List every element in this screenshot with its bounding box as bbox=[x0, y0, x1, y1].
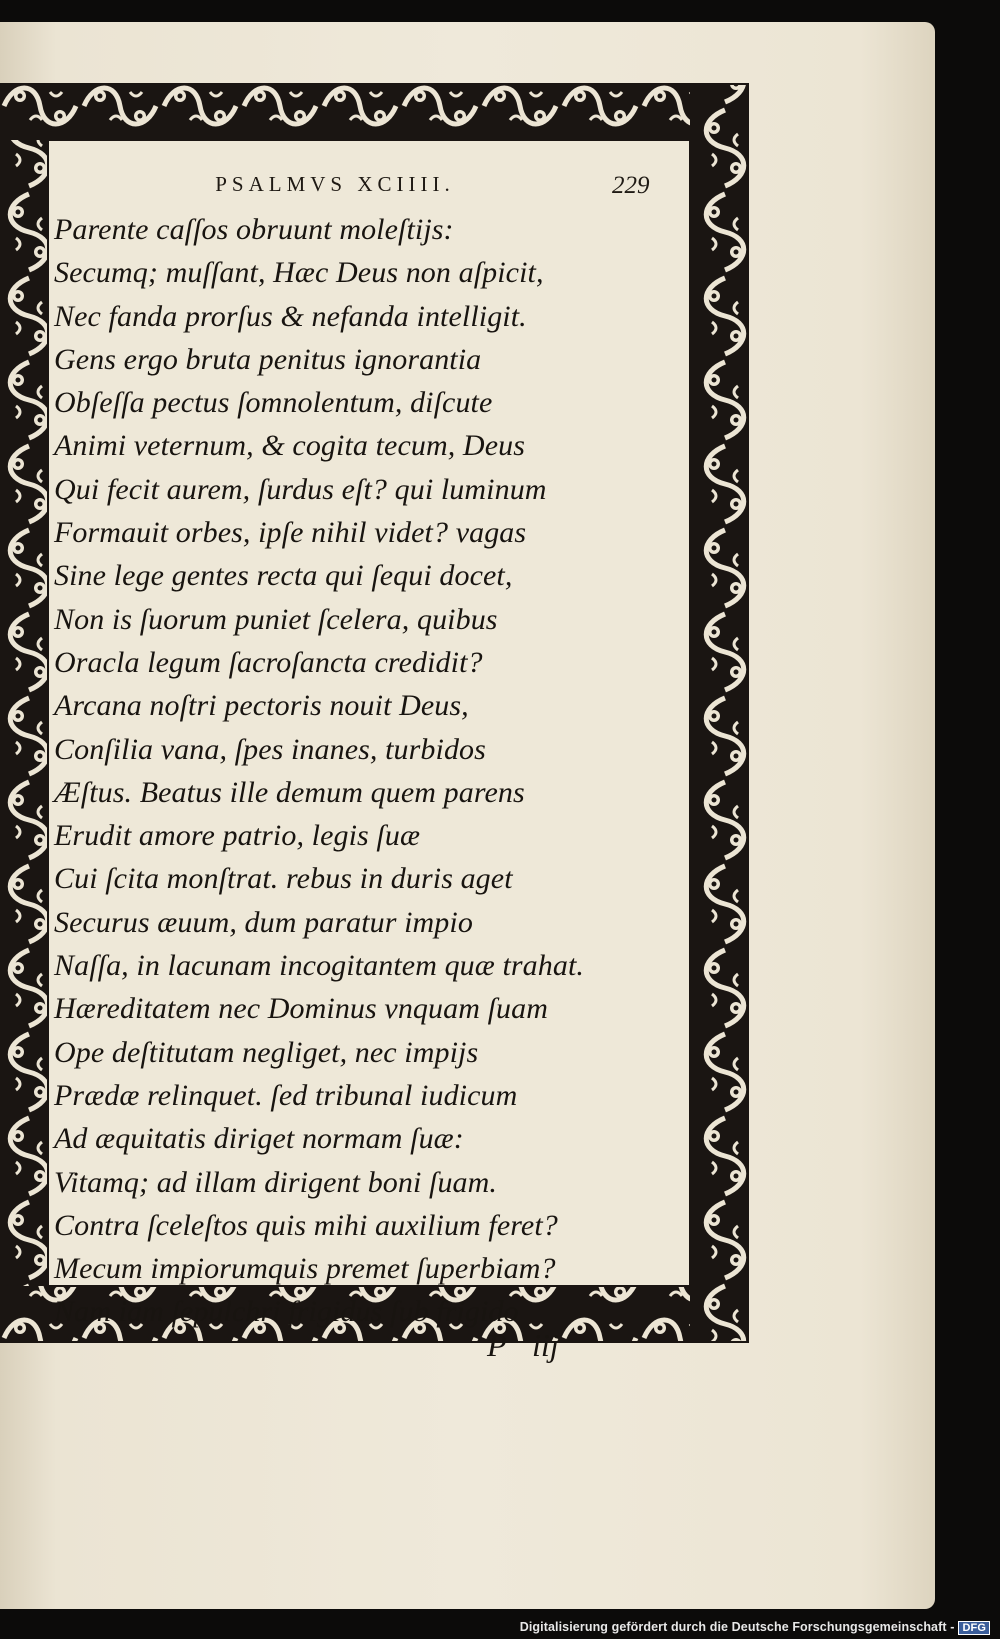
verse-line: Mecum impiorumquis premet ſuperbiam? bbox=[54, 1252, 556, 1286]
verse-line: Securus æuum, dum paratur impio bbox=[54, 905, 473, 939]
verse-line: Vitamq; ad illam dirigent boni ſuam. bbox=[54, 1165, 498, 1199]
verse-line: Oracla legum ſacroſancta credidit? bbox=[54, 645, 483, 679]
dfg-logo: DFG bbox=[958, 1621, 990, 1635]
verse-line: Nec fanda prorſus & nefanda intelligit. bbox=[54, 299, 527, 333]
verse-line: Hæreditatem nec Dominus vnquam ſuam bbox=[54, 992, 548, 1026]
verse-line: Cui ſcita monſtrat. rebus in duris aget bbox=[54, 862, 513, 896]
verse-line: Prædæ relinquet. ſed tribunal iudicum bbox=[54, 1078, 518, 1112]
verse-line: Secumq; muſſant, Hæc Deus non aſpicit, bbox=[54, 256, 544, 290]
verse-line: Naſſa, in lacunam incogitantem quæ trahat. bbox=[54, 949, 585, 983]
verse-line: Obſeſſa pectus ſomnolentum, diſcute bbox=[54, 386, 493, 420]
verse-line: Sine lege gentes recta qui ſequi docet, bbox=[54, 559, 513, 593]
verse-line: Æſtus. Beatus ille demum quem parens bbox=[54, 775, 525, 809]
verse-text bbox=[54, 208, 699, 1334]
verse-line: Qui fecit aurem, ſurdus eſt? qui luminum bbox=[54, 472, 547, 506]
verse-line: Contra ſceleſtos quis mihi auxilium feret? bbox=[54, 1208, 558, 1242]
running-head: PSALMVS XCIIII. bbox=[215, 172, 455, 196]
verse-line: Formauit orbes, ipſe nihil videt? vagas bbox=[54, 516, 527, 550]
verse-line: Erudit amore patrio, legis ſuæ bbox=[54, 819, 421, 853]
verse-line: Ad æquitatis diriget normam ſuæ: bbox=[54, 1122, 464, 1156]
credit-text: Digitalisierung gefördert durch die Deutsche Forschungsgemeinschaft - bbox=[519, 1620, 955, 1634]
verse-line: Arcana noſtri pectoris nouit Deus, bbox=[54, 689, 469, 723]
verse-line: Gens ergo bruta penitus ignorantia bbox=[54, 342, 482, 376]
verse-line: Ope deſtitutam negliget, nec impijs bbox=[54, 1035, 479, 1069]
signature-mark: P iij bbox=[487, 1327, 559, 1363]
verse-line: Animi veternum, & cogita tecum, Deus bbox=[54, 429, 525, 463]
verse-line: Parente caſſos obruunt moleſtijs: bbox=[54, 213, 454, 246]
book-page bbox=[0, 22, 935, 1609]
verse-line: Non is ſuorum puniet ſcelera, quibus bbox=[54, 602, 498, 636]
digitization-credit bbox=[520, 1620, 990, 1635]
page-number: 229 bbox=[612, 172, 650, 199]
verse-line: Conſilia vana, ſpes inanes, turbidos bbox=[54, 732, 486, 766]
verse-line: Nam iam ſepulchri frigidus ſub frigido bbox=[54, 1295, 519, 1329]
